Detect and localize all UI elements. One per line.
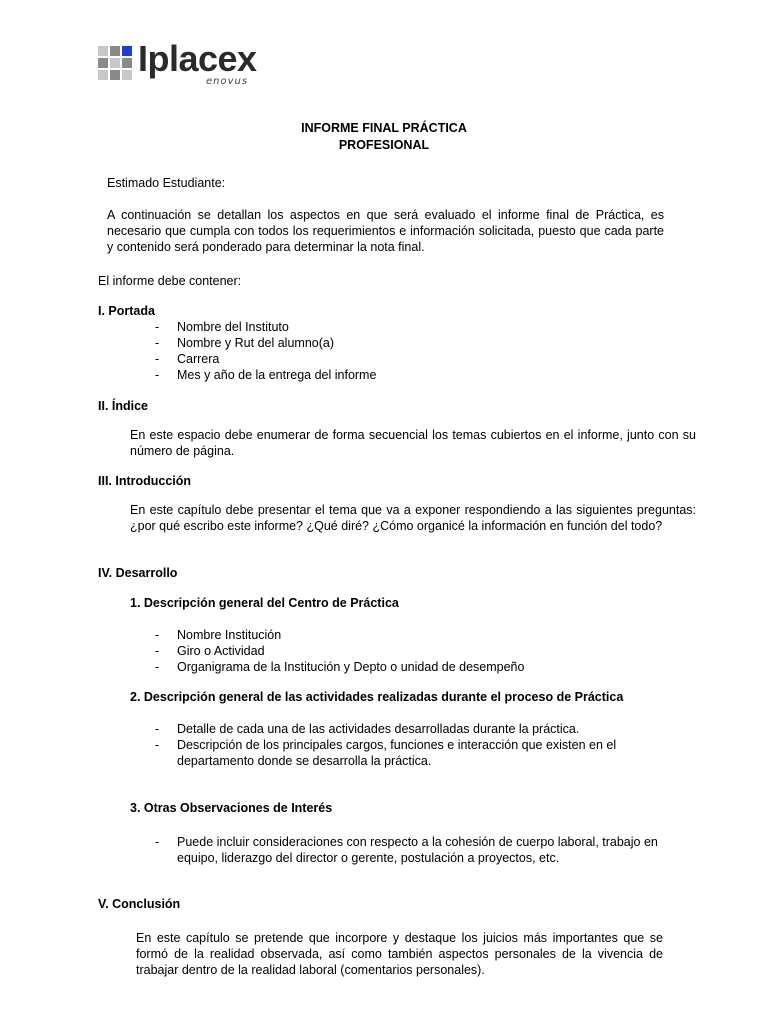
list-item: - Detalle de cada una de las actividades desarrolladas durante la práctica. (155, 722, 580, 736)
sub3-list (155, 834, 665, 866)
must-contain-label: El informe debe contener: (98, 274, 242, 288)
sub2-list (155, 721, 655, 769)
conclusion-paragraph: En este capítulo se pretende que incorpore y destaque los juicios más importantes que se formó de la realidad observada, así como también aspectos personales de la vivencia de trabajar dentro de la realidad laboral (comentarios personales). (136, 931, 663, 977)
list-item: - Nombre y Rut del alumno(a) (155, 336, 335, 350)
document-title-line1: INFORME FINAL PRÁCTICA (301, 121, 467, 135)
list-item: - Nombre del Instituto (155, 320, 289, 334)
section-heading-introduccion: III. Introducción (98, 474, 192, 488)
greeting: Estimado Estudiante: (107, 176, 226, 190)
section-heading-desarrollo: IV. Desarrollo (98, 566, 178, 580)
list-item: - Organigrama de la Institución y Depto o unidad de desempeño (155, 660, 525, 674)
portada-list (155, 319, 655, 383)
indice-paragraph: En este espacio debe enumerar de forma secuencial los temas cubiertos en el informe, junto con su número de página. (130, 428, 696, 458)
subsection-heading-2: 2. Descripción general de las actividades realizadas durante el proceso de Práctica (130, 690, 624, 704)
section-heading-conclusion: V. Conclusión (98, 897, 181, 911)
introduccion-paragraph: En este capítulo debe presentar el tema que va a exponer respondiendo a las siguientes preguntas: ¿por qué escribo este informe? ¿Qué diré? ¿Cómo organicé la información en función del todo? (130, 503, 696, 533)
list-item: - Carrera (155, 352, 220, 366)
iplacex-logo (98, 38, 258, 90)
logo-grid-icon (98, 46, 134, 82)
logo-wordmark: Iplacex (138, 38, 257, 79)
sub1-list (155, 627, 675, 675)
list-item: - Giro o Actividad (155, 644, 265, 658)
section-heading-portada: I. Portada (98, 304, 155, 318)
list-item: - Mes y año de la entrega del informe (155, 368, 377, 382)
subsection-heading-3: 3. Otras Observaciones de Interés (130, 801, 333, 815)
list-item: - Puede incluir consideraciones con respecto a la cohesión de cuerpo laboral, trabajo en equipo, liderazgo del director o gerente, postulación a proyectos, etc. (155, 835, 658, 865)
section-heading-indice: II. Índice (98, 399, 149, 413)
document-title-line2: PROFESIONAL (338, 138, 430, 152)
logo-tagline: enovus (206, 76, 249, 87)
subsection-heading-1: 1. Descripción general del Centro de Práctica (130, 596, 399, 610)
list-item: - Descripción de los principales cargos, funciones e interacción que existen en el departamento donde se desarrolla la práctica. (155, 738, 617, 768)
list-item: - Nombre Institución (155, 628, 282, 642)
intro-paragraph: A continuación se detallan los aspectos en que será evaluado el informe final de Práctica, es necesario que cumpla con todos los requerimientos e información solicitada, puesto que cada parte y contenido será ponderado para determinar la nota final. (107, 208, 664, 254)
